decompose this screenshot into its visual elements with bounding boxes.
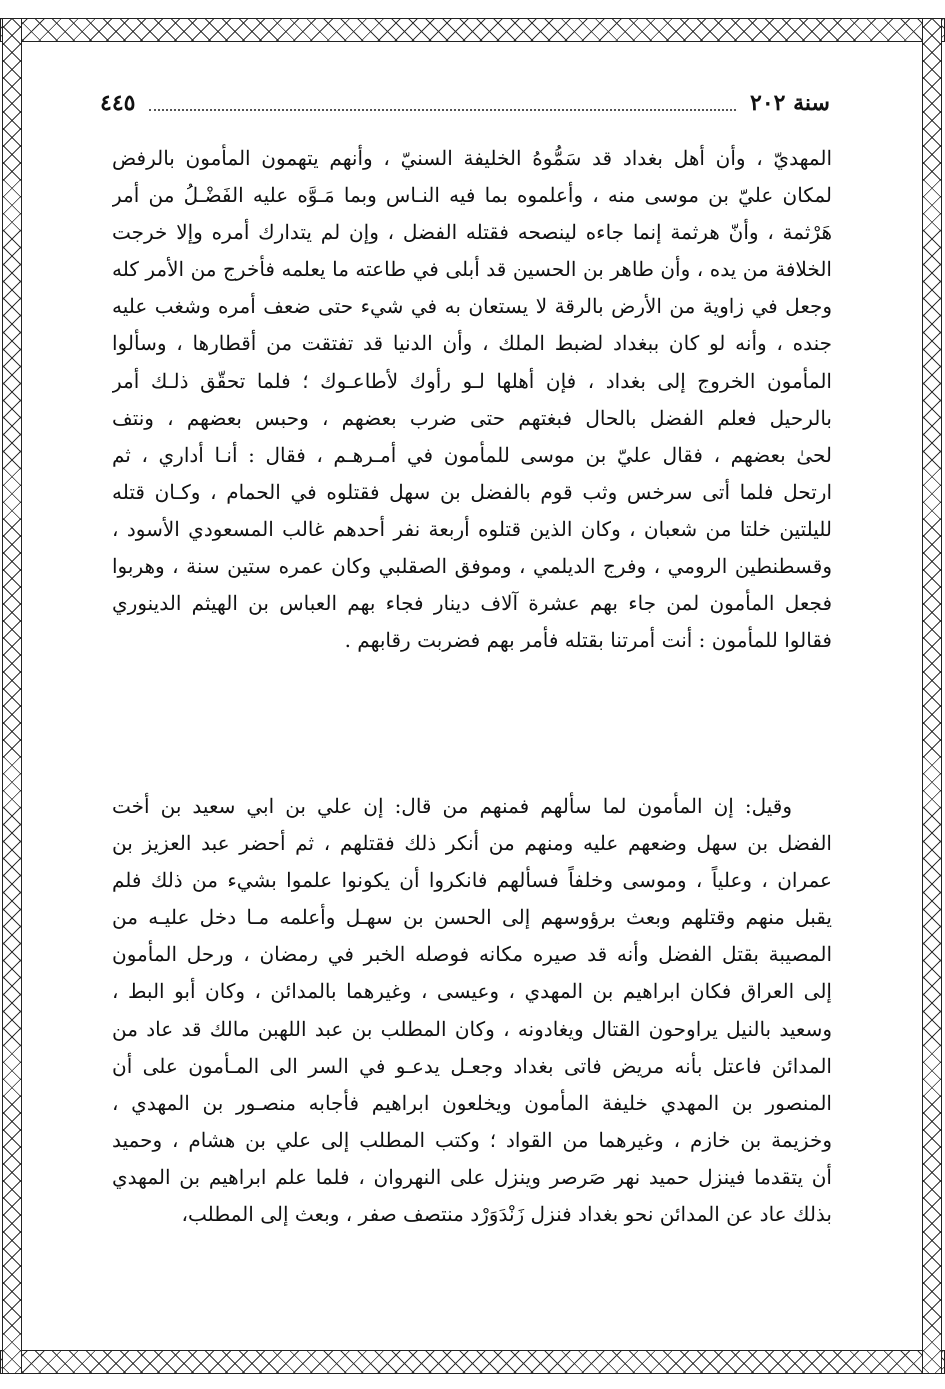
text-line: جنده ، وأنه لو كان ببغداد لضبط الملك ، وأن الدنيا قد تفتقت من أقطارها ، وسألوا [112,331,832,356]
page-border-bottom [0,1350,945,1374]
page-border-top [0,18,945,42]
text-line: إلى العراق فكان ابراهيم بن المهدي ، وعيسى ، وغيرهما بالمدائن ، وكان أبو البط ، [112,979,832,1004]
text-line: وخزيمة بن خازم ، وغيرهما من القواد ؛ وكتب المطلب إلى علي بن هشام ، وحميد [112,1127,832,1152]
text-line: لليلتين خلتا من شعبان ، وكان الذين قتلوه أربعة نفر أحدهم غالب المسعودي الأسود ، [112,516,832,541]
text-line: الخلافة من يده ، وأن طاهر بن الحسين قد أبلى في طاعته ما يعلمه فأخرج من الأمر كله [112,257,832,282]
header-dotted-leader [149,95,736,111]
text-line: لحىٰ بعضهم ، فقال عليّ بن موسى للمأمون في أمـرهـم ، فقال : أنـا أداري ، ثم [112,442,832,467]
page-number: ٤٤٥ [100,90,136,116]
text-line: وقسطنطين الرومي ، وفرج الديلمي ، وموفق الصقلبي وكان عمره ستين سنة ، وهربوا [112,554,832,579]
text-line: بذلك عاد عن المدائن نحو بغداد فنزل زَنْدَوَرْد منتصف صفر ، وبعث إلى المطلب، [181,1202,832,1227]
header-year: سنة ٢٠٢ [750,90,830,116]
page-border-right [922,18,942,1374]
text-line: عمران ، وعلياً ، وموسى وخلفاً فسألهم فانكروا أن يكونوا علموا بشيء من ذلك فلم [112,868,832,893]
text-line: المهديّ ، وأن أهل بغداد قد سَمُّوهُ الخليفة السنيّ ، وأنهم يتهمون المأمون بالرفض [112,146,832,170]
page-border-left [2,18,22,1374]
text-line: المصيبة بقتل الفضل وأنه قد صيره مكانه فوصله الخبر في رمضان ، ورحل المأمون [112,942,832,967]
text-line: أن يتقدما فينزل حميد نهر صَرصر وينزل على النهروان ، فلما علم ابراهيم بن المهدي [112,1164,832,1189]
text-line: المنصور بن المهدي خليفة المأمون ويخلعون ابراهيم فأجابه منصـور بن المهدي ، [112,1090,832,1115]
text-line: يقبل منهم وقتلهم وبعث برؤوسهم إلى الحسن بن سهـل وأعلمه مـا دخل عليـه من [112,905,832,930]
text-line: الفضل بن سهل وضعهم عليه ومنهم من أنكر ذلك فقتلهم ، ثم أحضر عبد العزيز بن [112,831,832,856]
text-line: ارتحل فلما أتى سرخس وثب قوم بالفضل بن سهل فقتلوه في الحمام ، وكـان قتله [112,479,832,504]
text-line: وقيل: إن المأمون لما سألهم فمنهم من قال: إن علي بن ابي سعيد بن أخت [112,794,792,818]
running-header [100,88,830,118]
paragraph-2 [112,788,832,1233]
text-line: وسعيد بالنيل يراوحون القتال ويغادونه ، وكان المطلب بن عبد اللهبن مالك قد عاد من [112,1016,832,1041]
text-line: المدائن فاعتل بأنه مريض فاتى بغداد وجعـل يدعـو في السر الى المـأمون على أن [112,1053,832,1078]
text-line: المأمون الخروج إلى بغداد ، فإن أهلها لـو رأوك لأطاعـوك ؛ فلما تحقّق ذلـك أمر [112,368,832,393]
text-line: فجعل المأمون لمن جاء بهم عشرة آلاف دينار فجاء بهم العباس بن الهيثم الدينوري [112,591,832,616]
text-line: هَرْثمة ، وأنّ هرثمة إنما جاءه لينصحه فقتله الفضل ، وإن لم يتدارك أمره وإلا خرجت [112,220,832,245]
text-line: لمكان عليّ بن موسى منه ، وأعلموه بما فيه النـاس وبما مَـوَّه عليه الفَضْـلُ من أمر [112,183,832,208]
text-line: وجعل في زاوية من الأرض بالرقة لا يستعان به في شيء حتى ضعف أمره وشغب عليه [112,294,832,319]
text-line: فقالوا للمأمون : أنت أمرتنا بقتله فأمر بهم فضربت رقابهم . [344,628,832,653]
text-line: بالرحيل فعلم الفضل بالحال فبغتهم حتى ضرب بعضهم ، وحبس بعضهم ، ونتف [112,405,832,430]
paragraph-1 [112,140,832,659]
